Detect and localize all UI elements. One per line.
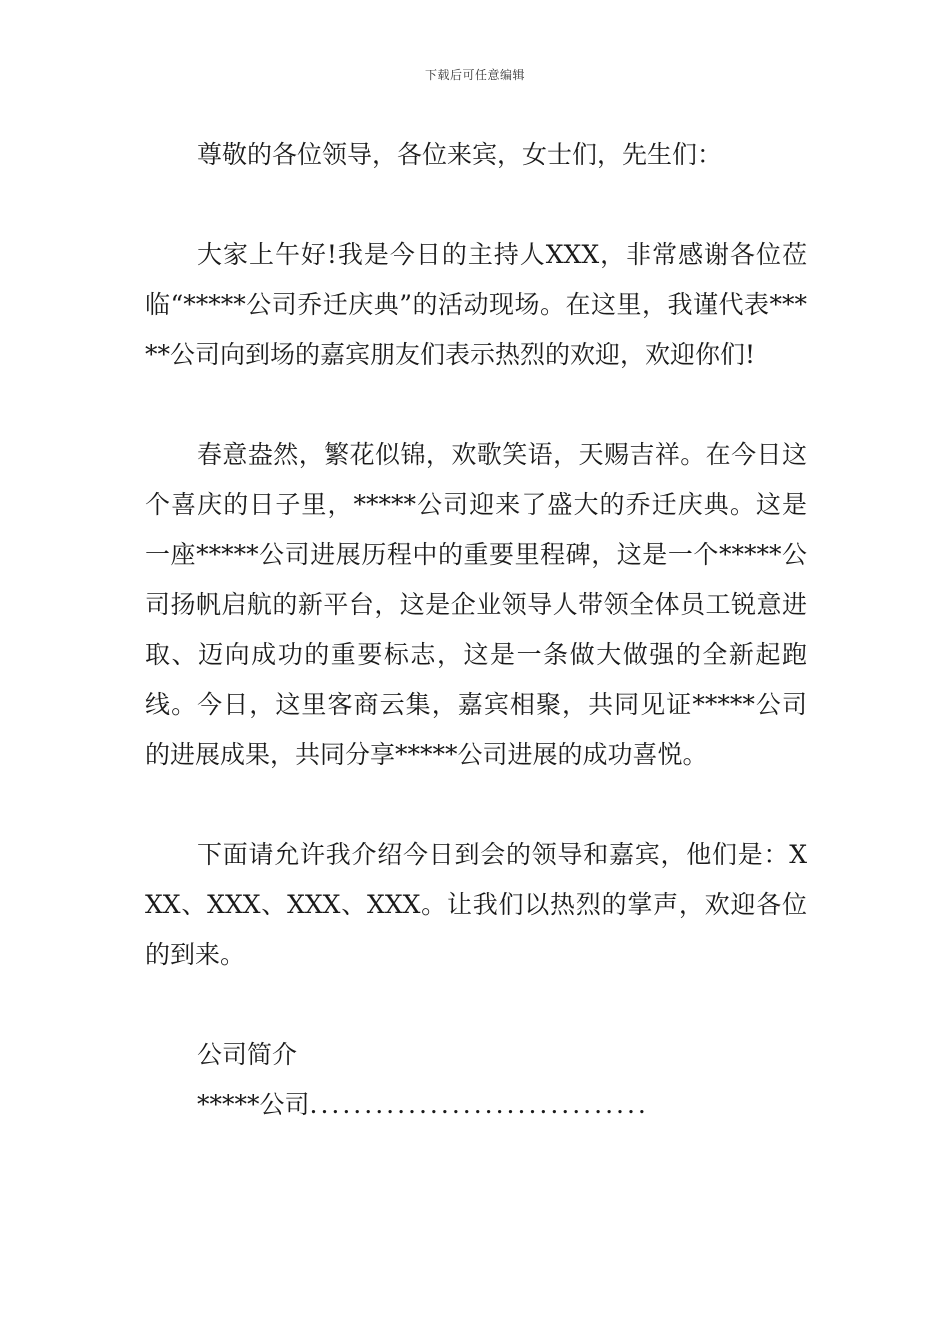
header-note: 下载后可任意编辑: [424, 68, 525, 82]
paragraph-guests: 下面请允许我介绍今日到会的领导和嘉宾，他们是：XXX、XXX、XXX、XXX。让我们以热烈的掌声，欢迎各位的到来。: [145, 840, 807, 969]
section-title: 公司简介: [197, 1040, 298, 1069]
salutation: 尊敬的各位领导，各位来宾，女士们，先生们：: [197, 140, 723, 169]
document-body: [145, 130, 807, 1130]
leader-dots: ...............................: [309, 1090, 649, 1119]
paragraph-opening: 大家上午好!我是今日的主持人XXX，非常感谢各位莅临“*****公司乔迁庆典”的活动现场。在这里，我谨代表*****公司向到场的嘉宾朋友们表示热烈的欢迎，欢迎你们!: [145, 240, 807, 369]
paragraph-celebration: 春意盎然，繁花似锦，欢歌笑语，天赐吉祥。在今日这个喜庆的日子里，*****公司迎来了盛大的乔迁庆典。这是一座*****公司进展历程中的重要里程碑，这是一个*****公司扬帆启航的新平台，这是企业领导人带领全体员工锐意进取、迈向成功的重要标志，这是一条做大做强的全新起跑线。今日，这里客商云集，嘉宾相聚，共同见证*****公司的进展成果，共同分享*****公司进展的成功喜悦。: [145, 440, 807, 769]
company-label: *****公司: [197, 1090, 310, 1119]
company-intro-line: [145, 1080, 807, 1130]
